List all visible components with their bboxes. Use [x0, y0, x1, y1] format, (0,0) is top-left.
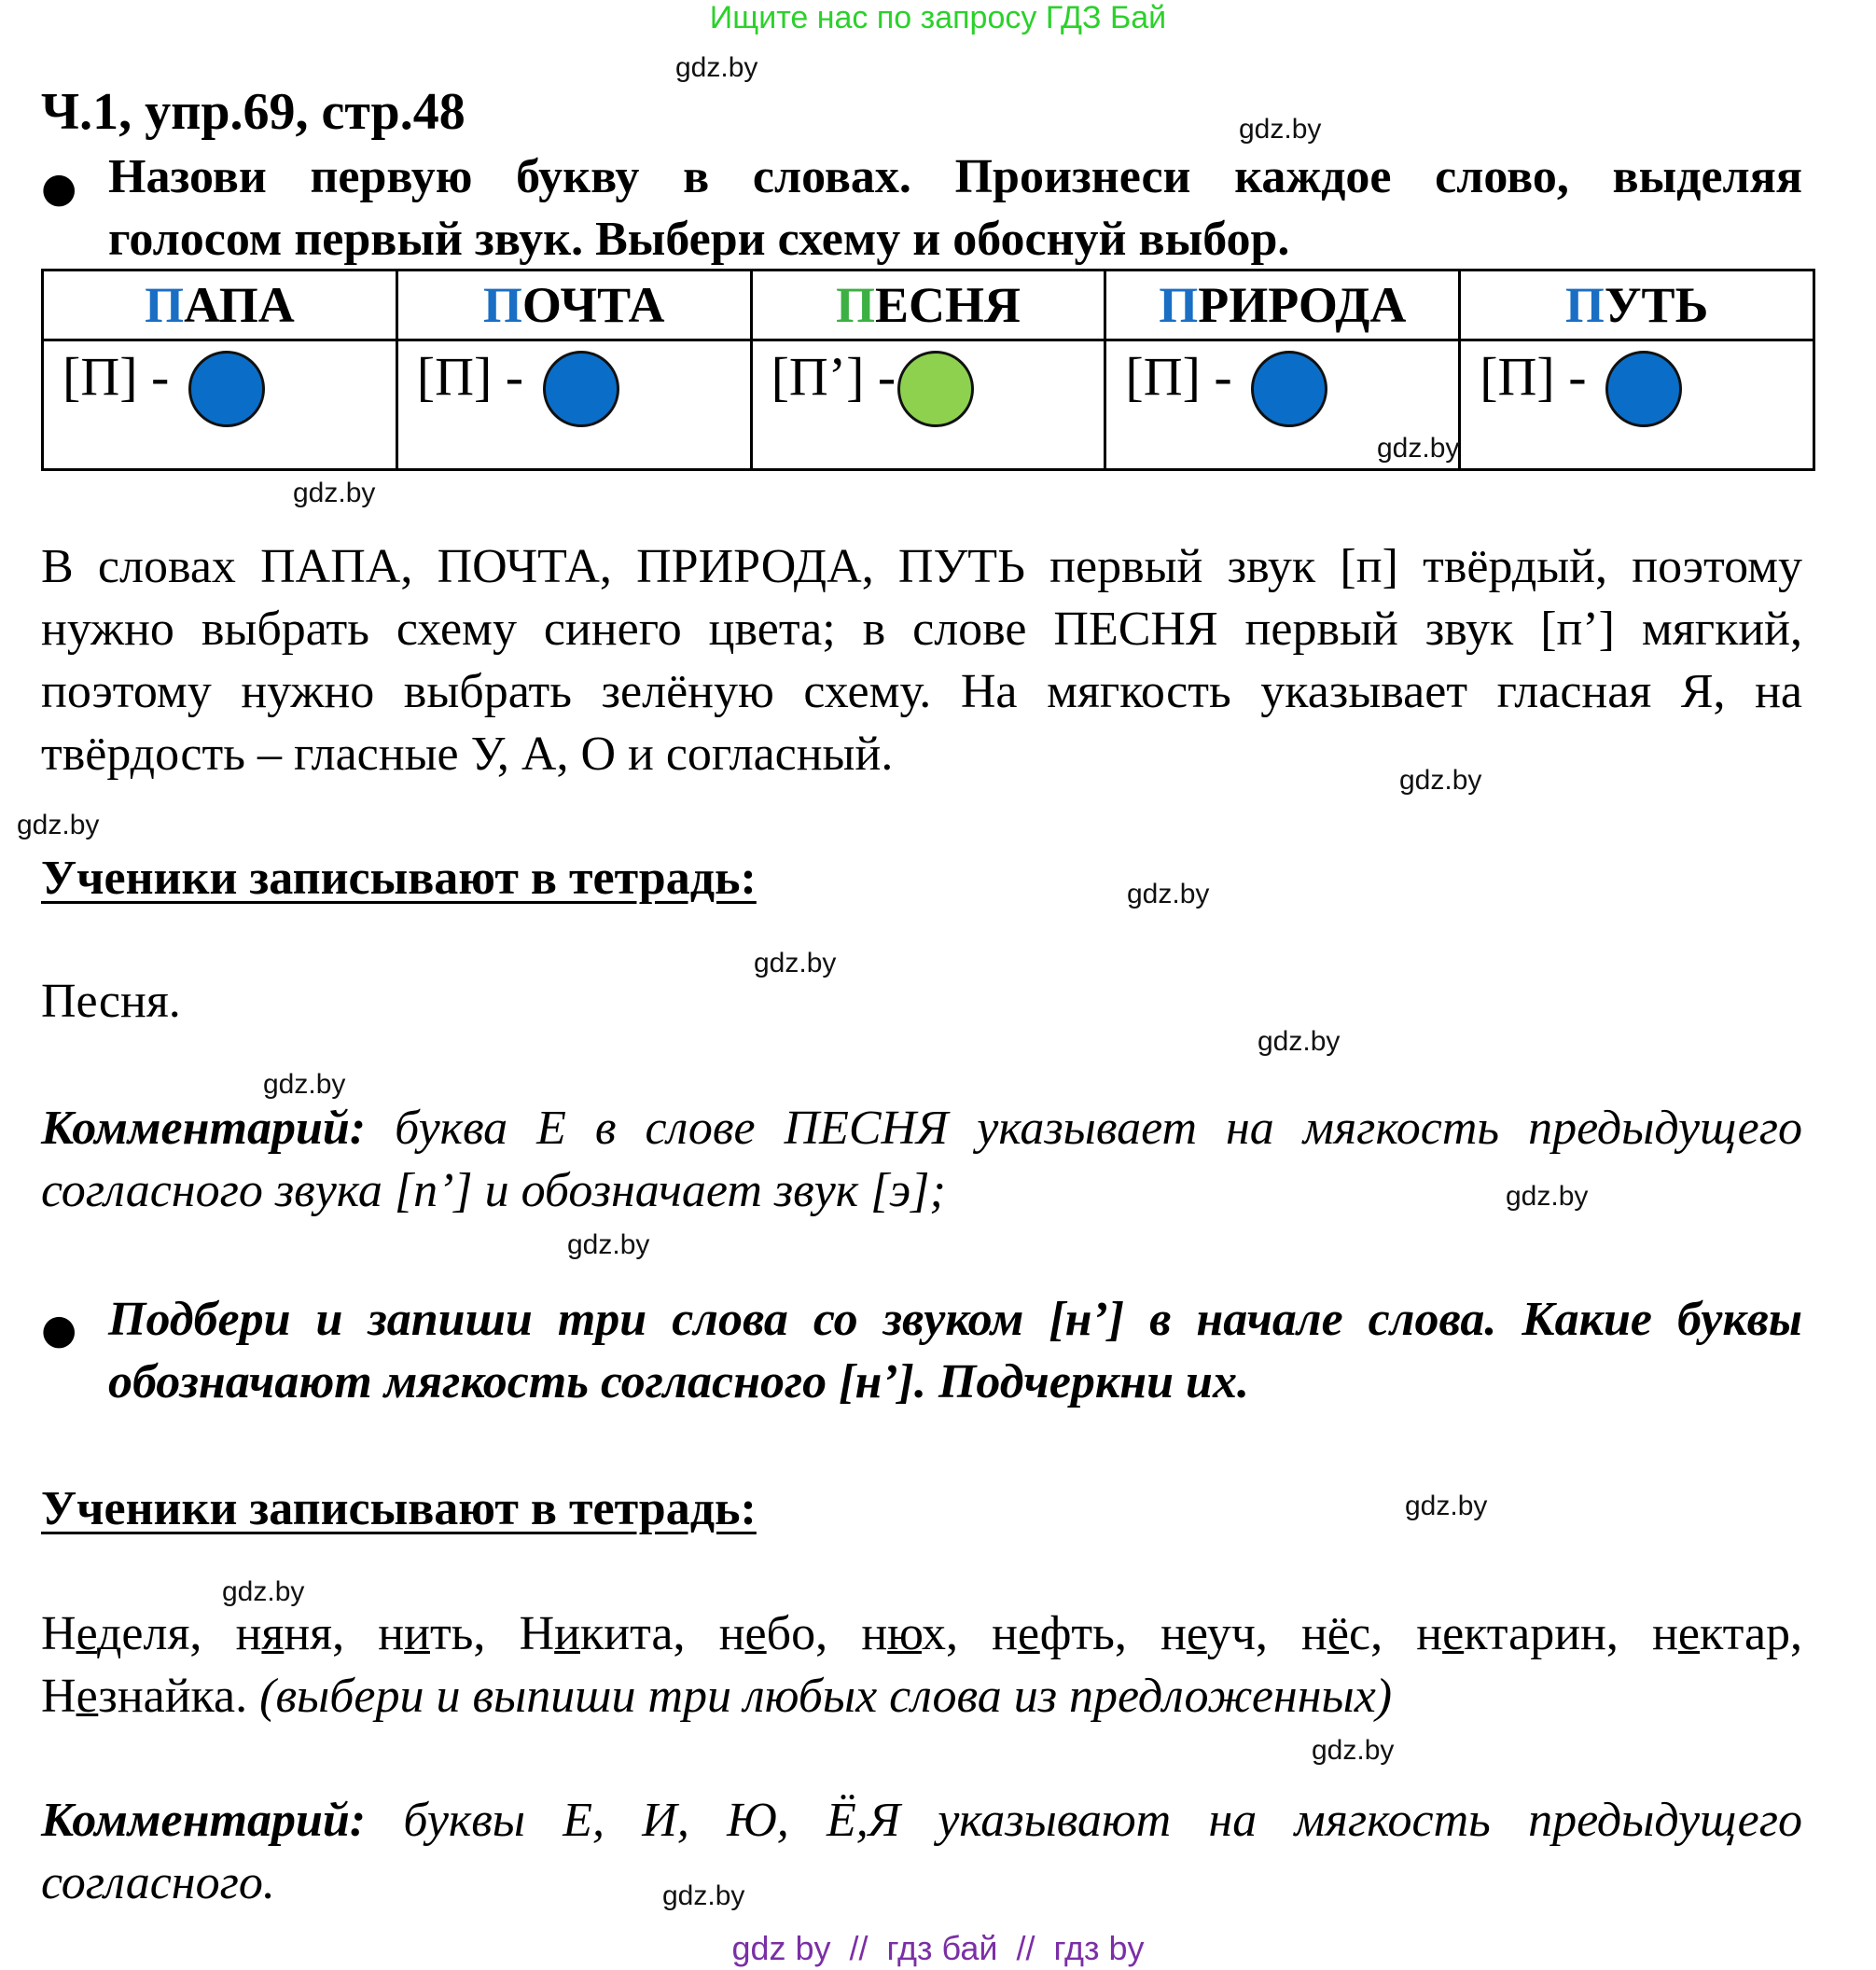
watermark: gdz.by: [222, 1576, 305, 1607]
footer-links[interactable]: gdz by // гдз бай // гдз by: [731, 1929, 1145, 1967]
underlined-letter: ю: [887, 1607, 922, 1660]
soft-consonant-circle-icon: [897, 351, 974, 427]
sound-label: [П] -: [1480, 346, 1587, 407]
answer-word: няня: [235, 1607, 333, 1660]
comment-text: буквы Е, И, Ю, Ё,Я указывают на мягкость предыдущего согласного.: [41, 1794, 1802, 1909]
watermark: gdz.by: [293, 478, 376, 508]
word-rest: РИРОДА: [1198, 277, 1407, 333]
word-cell: [1105, 271, 1460, 340]
underlined-letter: е: [1677, 1607, 1700, 1660]
watermark: gdz.by: [1399, 765, 1482, 796]
underlined-letter: е: [1018, 1607, 1040, 1660]
students-heading-1: Ученики записывают в тетрадь:: [41, 852, 757, 905]
word-cell: [396, 271, 751, 340]
sound-label: [П] -: [416, 346, 524, 407]
scheme-cell: [1460, 340, 1814, 470]
bullet-icon: ●: [41, 1306, 77, 1353]
comment-2: [41, 1789, 1802, 1914]
underlined-letter: е: [1442, 1607, 1465, 1660]
watermark: gdz.by: [567, 1229, 650, 1260]
scheme-cell: [751, 340, 1105, 470]
explanation-paragraph: В словах ПАПА, ПОЧТА, ПРИРОДА, ПУТЬ первый звук [п] твёрдый, поэтому нужно выбрать схему синего цвета; в слове ПЕСНЯ первый звук [п’] мягкий, поэтому нужно выбрать зелёную схему. На мягкость указывает гласная Я, на твёрдость – гласные У, А, О и согласный.: [41, 540, 1802, 781]
answer-word: неуч: [1160, 1607, 1256, 1660]
word-cell: [1460, 271, 1814, 340]
hard-consonant-circle-icon: [543, 351, 619, 427]
underlined-letter: е: [1186, 1607, 1207, 1660]
answer-word: Незнайка: [41, 1670, 236, 1723]
word-cell: [43, 271, 397, 340]
underlined-letter: ё: [1327, 1607, 1349, 1660]
watermark: gdz.by: [1506, 1181, 1589, 1212]
word-cell: [751, 271, 1105, 340]
word-first-letter: П: [145, 277, 185, 333]
words-table: [41, 269, 1815, 471]
watermark: gdz.by: [1377, 433, 1460, 464]
hard-consonant-circle-icon: [1251, 351, 1327, 427]
underlined-letter: и: [554, 1607, 580, 1660]
underlined-letter: е: [76, 1607, 97, 1660]
underlined-letter: и: [404, 1607, 430, 1660]
sound-label: [П’] -: [771, 346, 896, 407]
task-1-line1: Назови первую букву в словах. Произнеси каждое слово, выделяя: [108, 150, 1802, 203]
watermark: gdz.by: [754, 948, 837, 978]
answer-word: небо: [718, 1607, 816, 1660]
word-rest: ЕСНЯ: [874, 277, 1021, 333]
answer-word: Никита: [519, 1607, 674, 1660]
underlined-letter: я: [261, 1607, 285, 1660]
task-1: [108, 146, 1802, 271]
answer-word: нефть: [992, 1607, 1115, 1660]
word-first-letter: П: [1159, 277, 1199, 333]
word-first-letter: П: [1564, 277, 1605, 333]
comment-label: Комментарий:: [41, 1102, 367, 1155]
underlined-letter: е: [744, 1607, 767, 1660]
comment-label: Комментарий:: [41, 1794, 367, 1847]
scheme-cell: [396, 340, 751, 470]
hard-consonant-circle-icon: [1605, 351, 1682, 427]
table-scheme-row: [43, 340, 1814, 470]
hard-consonant-circle-icon: [188, 351, 265, 427]
answer-1: Песня.: [41, 975, 181, 1028]
word-list: Неделя, няня, нить, Никита, небо, нюх, нефть, неуч, нёс, нектарин, нектар, Незнайка.: [41, 1607, 1803, 1723]
watermark: gdz.by: [17, 810, 100, 840]
watermark: gdz.by: [1127, 879, 1210, 909]
answer-2: [41, 1602, 1802, 1727]
word-rest: ОЧТА: [521, 277, 665, 333]
task-1-line2: голосом первый звук. Выбери схему и обоснуй выбор.: [108, 213, 1290, 266]
answer-note: (выбери и выпиши три любых слова из предложенных): [259, 1670, 1393, 1723]
word-first-letter: П: [835, 277, 875, 333]
watermark: gdz.by: [263, 1069, 346, 1100]
word-rest: УТЬ: [1604, 277, 1709, 333]
bullet-icon: ●: [41, 164, 77, 212]
watermark: gdz.by: [1258, 1026, 1341, 1057]
answer-word: нить: [378, 1607, 474, 1660]
underlined-letter: е: [76, 1670, 99, 1723]
answer-word: нектар: [1652, 1607, 1791, 1660]
watermark: gdz.by: [1239, 114, 1322, 145]
watermark: gdz.by: [1405, 1491, 1488, 1521]
answer-word: нёс: [1301, 1607, 1371, 1660]
answer-word: Неделя: [41, 1607, 190, 1660]
watermark: gdz.by: [662, 1880, 745, 1911]
table-header-row: [43, 271, 1814, 340]
sound-label: [П] -: [1125, 346, 1232, 407]
exercise-title: Ч.1, упр.69, стр.48: [41, 83, 466, 141]
answer-word: нюх: [861, 1607, 946, 1660]
word-first-letter: П: [482, 277, 522, 333]
word-rest: АПА: [184, 277, 295, 333]
sound-label: [П] -: [63, 346, 170, 407]
students-heading-2: Ученики записывают в тетрадь:: [41, 1482, 757, 1535]
comment-text: буква Е в слове ПЕСНЯ указывает на мягкость предыдущего согласного звука [п’] и обозначает звук [э];: [41, 1102, 1802, 1217]
watermark: gdz.by: [675, 52, 758, 83]
task-2: [108, 1288, 1802, 1413]
task-2-line2: обозначают мягкость согласного [н’]. Подчеркни их.: [108, 1355, 1249, 1408]
scheme-cell: [43, 340, 397, 470]
watermark: gdz.by: [1312, 1735, 1395, 1766]
task-2-line1: Подбери и запиши три слова со звуком [н’] в начале слова. Какие буквы: [108, 1293, 1802, 1346]
search-banner[interactable]: Ищите нас по запросу ГДЗ Бай: [709, 0, 1167, 35]
answer-word: нектарин: [1416, 1607, 1606, 1660]
